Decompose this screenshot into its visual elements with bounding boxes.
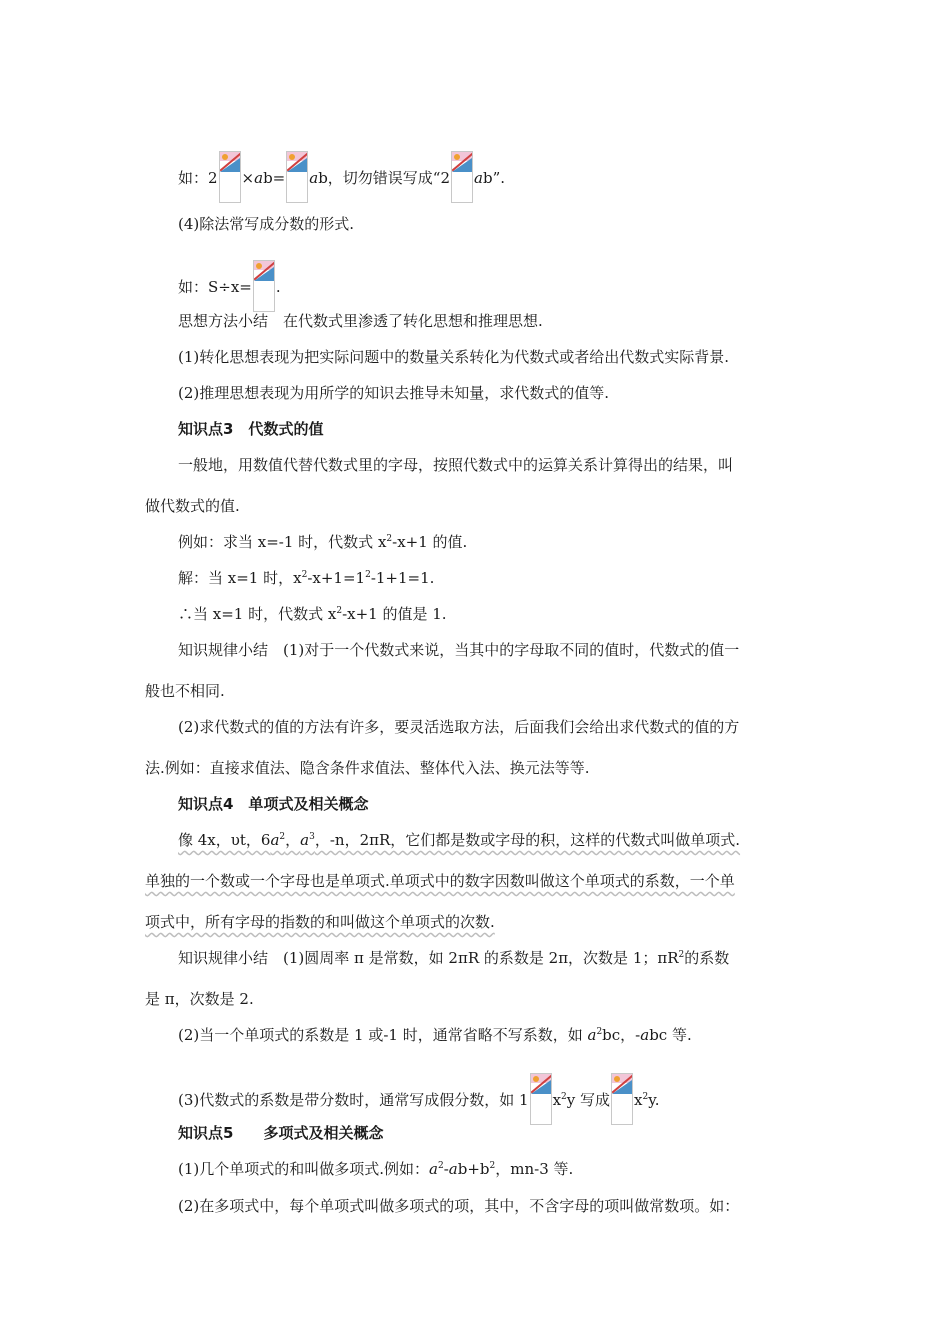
formula-image-placeholder [530, 1073, 552, 1125]
paragraph-definition-value: 一般地，用数值代替代数式里的字母，按照代数式中的运算关系计算得出的结果，叫 [178, 456, 734, 474]
method-summary: 思想方法小结 在代数式里渗透了转化思想和推理思想. [178, 312, 543, 330]
example-solution: 解：当 x=1 时，$x^2-x+1=1^2-1+1=1$. [178, 569, 435, 587]
rule-summary-3-point-2: (2)求代数式的值的方法有许多，要灵活选取方法，后面我们会给出求代数式的值的方 [178, 718, 740, 736]
formula-image-placeholder [611, 1073, 633, 1125]
formula-image-placeholder [451, 151, 473, 203]
paragraph-monomial-degree: 项式中，所有字母的指数的和叫做这个单项式的次数. [145, 913, 495, 931]
rule-summary-3-point-1: 知识规律小结 (1)对于一个代数式来说，当其中的字母取不同的值时，代数式的值一 [178, 641, 740, 659]
paragraph-definition-value-cont: 做代数式的值. [145, 497, 240, 515]
rule-summary-4-point-1-cont: 是 π，次数是 2. [145, 990, 254, 1008]
heading-knowledge-4: 知识点4 单项式及相关概念 [178, 795, 369, 813]
formula-image-placeholder [219, 151, 241, 203]
method-point-2: (2)推理思想表现为用所学的知识去推导未知量，求代数式的值等. [178, 384, 610, 402]
polynomial-point-2: (2)在多项式中，每个单项式叫做多项式的项，其中，不含字母的项叫做常数项。如： [178, 1197, 740, 1215]
rule-division: (4)除法常写成分数的形式. [178, 215, 355, 233]
rule-summary-4-point-2: (2)当一个单项式的系数是 1 或-1 时，通常省略不写系数，如 $a^2bc$，-abc 等. [178, 1026, 692, 1044]
method-point-1: (1)转化思想表现为把实际问题中的数量关系转化为代数式或者给出代数式实际背景. [178, 348, 730, 366]
formula-image-placeholder [253, 260, 275, 312]
heading-knowledge-3: 知识点3 代数式的值 [178, 420, 324, 438]
rule-summary-4-point-1: 知识规律小结 (1)圆周率 π 是常数，如 2πR 的系数是 2π，次数是 1；$\pi R^2$的系数 [178, 949, 730, 967]
paragraph-monomial-coefficient: 单独的一个数或一个字母也是单项式.单项式中的数字因数叫做这个单项式的系数，一个单 [145, 872, 735, 890]
polynomial-point-1: (1)几个单项式的和叫做多项式.例如：$a^2-ab+b^2$，mn-3 等. [178, 1160, 574, 1178]
rule-summary-3-point-1-cont: 般也不相同. [145, 682, 225, 700]
example-line-division: 如：S÷x= . [178, 260, 808, 312]
heading-knowledge-5: 知识点5 多项式及相关概念 [178, 1124, 384, 1142]
paragraph-monomial-definition: 像 4x，υt，$6a^2$，$a^3$，-n，2πR，它们都是数或字母的积，这样的代数式叫做单项式. [178, 831, 741, 849]
rule-summary-3-point-2-cont: 法.例如：直接求值法、隐含条件求值法、整体代入法、换元法等等. [145, 759, 590, 777]
rule-summary-4-point-3: (3)代数式的系数是带分数时，通常写成假分数，如 1 $x^2y$ 写成 $x^2y$. [178, 1073, 808, 1125]
example-line-multiply: 如：2 ×ab= ab，切勿错误写成“2 ab”. [178, 151, 808, 203]
example-conclusion: ∴当 x=1 时，代数式 $x^2-x+1$ 的值是 1. [178, 605, 447, 623]
example-question: 例如：求当 x=-1 时，代数式 $x^2-x+1$ 的值. [178, 533, 468, 551]
formula-image-placeholder [286, 151, 308, 203]
